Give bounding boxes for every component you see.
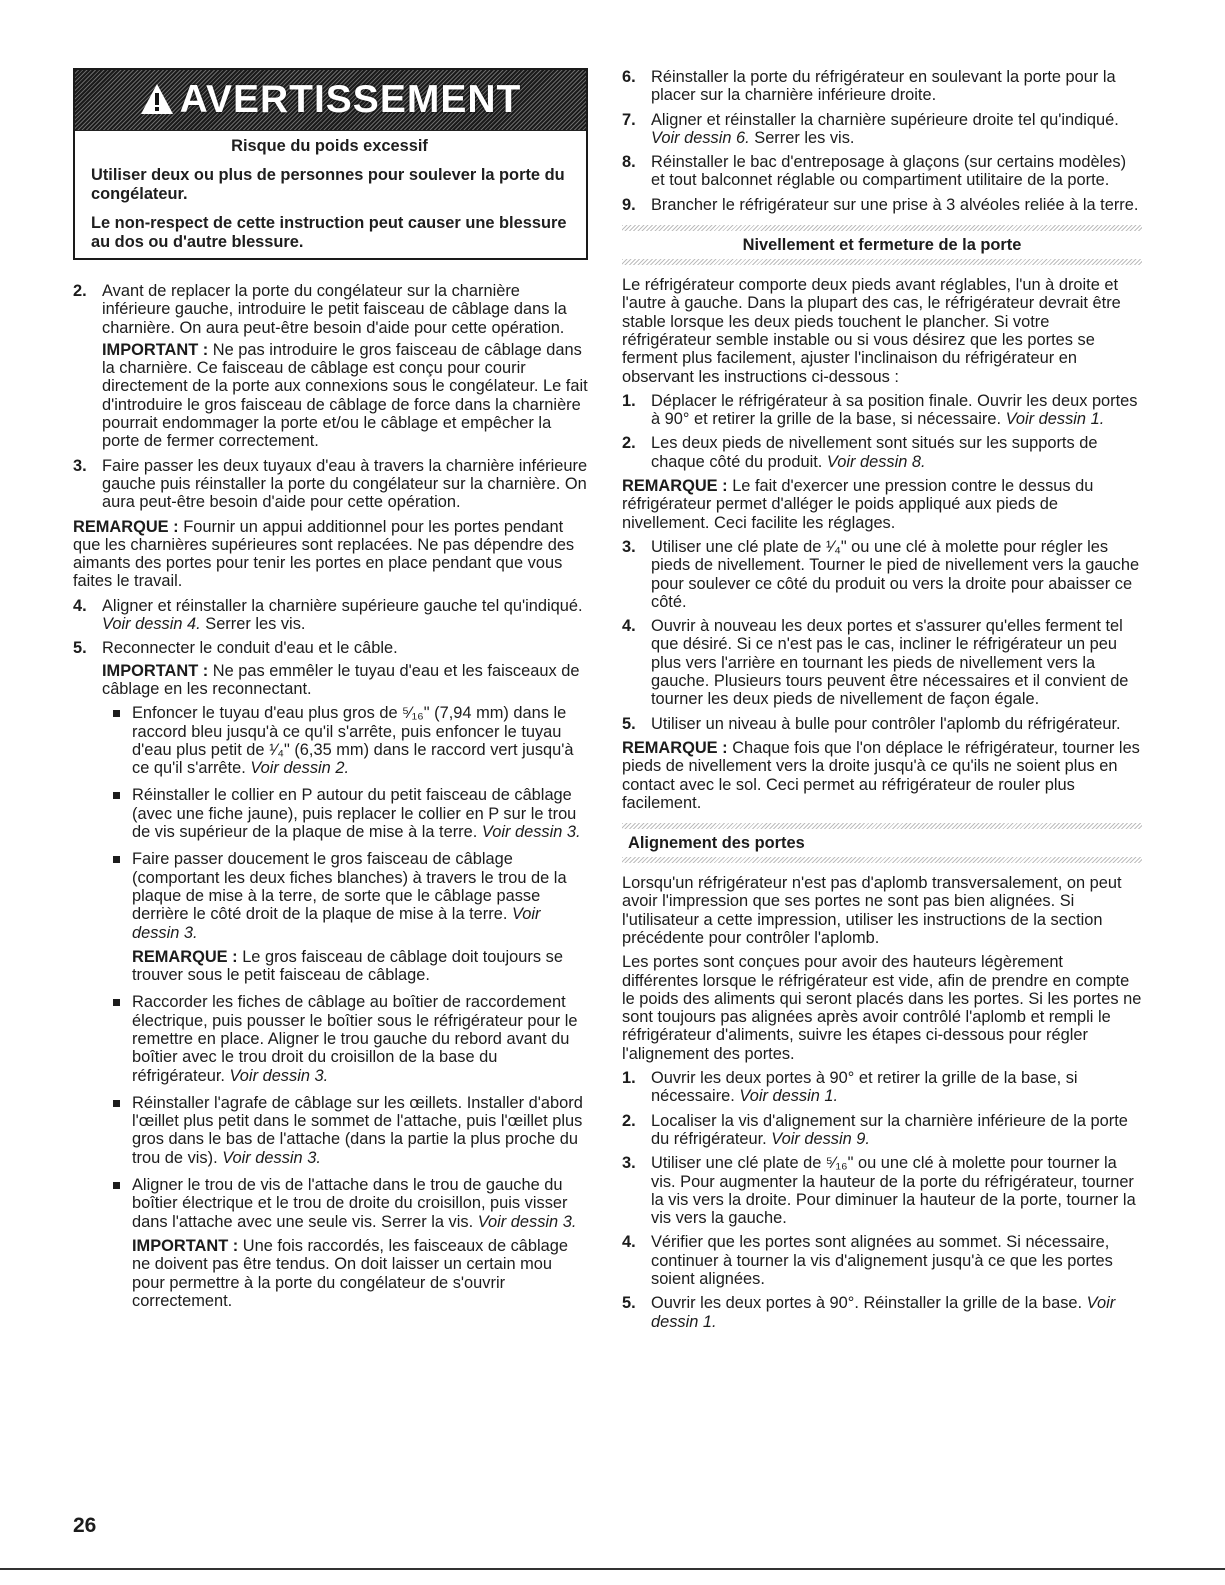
left-column (73, 282, 588, 1319)
bullet-text (132, 704, 588, 777)
step-text: Vérifier que les portes sont alignées au sommet. Si nécessaire, continuer à tourner la vis d'alignement jusqu'à ce que les portes soient alignées. (651, 1233, 1113, 1289)
section-paragraph: Lorsqu'un réfrigérateur n'est pas d'aplomb transversalement, on peut avoir l'impression que ses portes ne sont pas bien alignées. Si l'utilisateur a cette impression, utiliser les instructions de la section précédente pour contrôler l'aplomb. (622, 874, 1122, 947)
bullet-square-icon (113, 1182, 120, 1189)
step-6 (622, 68, 1142, 105)
step-4 (73, 597, 588, 634)
remarque-note (73, 518, 588, 591)
leveling-step-4 (622, 617, 1142, 708)
remarque-label: REMARQUE : (73, 517, 179, 536)
important-text: Une fois raccordés, les faisceaux de câblage ne doivent pas être tendus. On doit laisser un certain mou pour permettre à la porte du congélateur de s'ouvrir correctement. (132, 1236, 569, 1310)
step-number: 5. (622, 1294, 636, 1313)
drawing-reference: Voir dessin 1. (1005, 410, 1105, 429)
step-7 (622, 111, 1142, 148)
step-text: Réinstaller la porte du réfrigérateur en soulevant la porte pour la placer sur la charnière inférieure droite. (651, 68, 1116, 105)
step-3 (73, 457, 588, 512)
hatch-divider (622, 259, 1142, 265)
step-text (651, 434, 1142, 471)
hatch-divider (622, 225, 1142, 231)
bullet-body: Faire passer doucement le gros faisceau de câblage (comportant les deux fiches blanches) à travers le trou de la plaque de mise à la terre, de sorte que le câblage passe derrière le côté droit de la plaque de mise à la terre. (132, 850, 567, 924)
section-heading-leveling (622, 225, 1142, 265)
step-text: Faire passer les deux tuyaux d'eau à travers la charnière inférieure gauche puis réinstaller la porte du congélateur sur la charnière. On aura peut-être besoin d'aide pour cette opération. (102, 456, 588, 512)
step-7-tail: Serrer les vis. (749, 128, 855, 147)
bullet-square-icon (113, 792, 120, 799)
hatch-divider (622, 823, 1142, 829)
bullet-square-icon (113, 710, 120, 717)
leveling-step-2 (622, 434, 1142, 471)
step-body: Ouvrir les deux portes à 90° et retirer la grille de la base, si nécessaire. (651, 1069, 1078, 1106)
step-text (651, 392, 1142, 429)
step-body: Ouvrir les deux portes à 90°. Réinstaller la grille de la base. (651, 1294, 1087, 1313)
step-number: 1. (622, 1069, 636, 1088)
drawing-reference: Voir dessin 6. (651, 128, 750, 147)
remarque-text: Fournir un appui additionnel pour les portes pendant que les charnières supérieures sont replacées. Ne pas dépendre des aimants des portes pour tenir les portes en place pendant que vous faites le travail. (73, 517, 575, 591)
drawing-reference: Voir dessin 1. (651, 1294, 1116, 1331)
bullet-body: Réinstaller l'agrafe de câblage sur les œillets. Installer d'abord l'œillet plus petit dans le sommet de l'attache, puis l'œillet plus gros dans le bas de l'attache (dans la partie la plus proche du trou de vis). (132, 1093, 583, 1167)
step-body: Les deux pieds de nivellement sont situés sur les supports de chaque côté du produit. (651, 434, 1098, 471)
bullet-text (132, 1176, 588, 1231)
remarque-label: REMARQUE : (622, 477, 728, 496)
step-number: 9. (622, 195, 636, 214)
step-text: Ouvrir à nouveau les deux portes et s'assurer qu'elles ferment tel que désiré. Si ce n'est pas le cas, incliner le réfrigérateur un peu plus vers l'arrière en tournant les pieds de nivellement vers la gauche. Plusieurs tours peuvent être nécessaires et il convient de tourner les deux pieds de nivellement de façon égale. (651, 617, 1129, 709)
step-9 (622, 196, 1142, 214)
bullet-item (73, 1094, 588, 1167)
drawing-reference: Voir dessin 3. (222, 1148, 321, 1167)
warning-box (73, 68, 588, 260)
step-text (651, 1069, 1142, 1106)
step-text (651, 111, 1142, 148)
bullet-text (132, 786, 588, 841)
drawing-reference: Voir dessin 1. (739, 1087, 839, 1106)
step-text: Utiliser un niveau à bulle pour contrôler l'aplomb du réfrigérateur. (651, 714, 1121, 733)
step-number: 3. (622, 537, 636, 556)
drawing-reference: Voir dessin 9. (771, 1129, 870, 1148)
step-4-text: Aligner et réinstaller la charnière supérieure gauche tel qu'indiqué. (102, 596, 583, 615)
important-note (102, 662, 588, 699)
important-label: IMPORTANT : (102, 661, 209, 680)
step-number: 1. (622, 391, 636, 410)
drawing-reference: Voir dessin 8. (826, 452, 926, 471)
bullet-item (73, 704, 588, 777)
warning-body (75, 131, 586, 253)
leveling-step-1 (622, 392, 1142, 429)
step-text (102, 597, 588, 634)
bullet-body: Aligner le trou de vis de l'attache dans le trou de gauche du boîtier électrique et le trou de droite du croisillon, puis visser dans l'attache avec une seule vis. Serrer la vis. (132, 1176, 568, 1231)
bullet-body: Réinstaller le collier en P autour du petit faisceau de câblage (avec une fiche jaune), puis replacer le collier en P sur le trou de vis supérieur de la plaque de mise à la terre. (132, 786, 577, 842)
leveling-step-3 (622, 538, 1142, 611)
section-intro: Le réfrigérateur comporte deux pieds avant réglables, l'un à droite et l'autre à gauche. Dans la plupart des cas, le réfrigérateur devrait être stable lorsque les deux pieds touchent le plancher. Si votre réfrigérateur semble instable ou si vous désirez que les portes se ferment plus facilement, ajuster l'inclinaison du réfrigérateur en observant les instructions ci-dessous : (622, 276, 1121, 386)
warning-line-1: Utiliser deux ou plus de personnes pour soulever la porte du congélateur. (91, 165, 565, 203)
warning-line-2: Le non-respect de cette instruction peut causer une blessure au dos ou d'autre blessure. (91, 213, 567, 251)
step-number: 2. (73, 282, 87, 300)
alignment-step-1 (622, 1069, 1142, 1106)
step-text: Réinstaller le bac d'entreposage à glaçons (sur certains modèles) et tout balconnet réglable ou compartiment utilitaire de la porte. (651, 153, 1127, 190)
drawing-reference: Voir dessin 3. (477, 1212, 577, 1231)
step-number: 2. (622, 434, 636, 453)
step-7-text: Aligner et réinstaller la charnière supérieure droite tel qu'indiqué. (651, 110, 1119, 129)
section-title: Alignement des portes (628, 834, 805, 853)
step-number: 4. (622, 1233, 636, 1252)
step-number: 2. (622, 1111, 636, 1130)
alignment-step-2 (622, 1112, 1142, 1149)
important-text: Ne pas introduire le gros faisceau de câblage dans la charnière. Ce faisceau de câblage est conçu pour courir directement de la porte aux connexions sous le congélateur. Le fait d'introduire le gros faisceau de câblage de force dans la charnière pourrait endommager la porte et/ou le câblage et empêcher la porte de fermer correctement. (102, 340, 588, 451)
step-number: 3. (73, 456, 87, 475)
bullet-text (132, 1094, 588, 1167)
step-4-tail: Serrer les vis. (200, 615, 306, 634)
remarque-note (622, 477, 1142, 532)
bullet-note (132, 948, 588, 985)
warning-triangle-icon (140, 83, 174, 115)
remarque-label: REMARQUE : (132, 947, 238, 966)
step-number: 5. (73, 639, 87, 658)
step-2 (73, 282, 588, 451)
step-number: 4. (73, 596, 87, 615)
important-label: IMPORTANT : (132, 1236, 239, 1255)
bullet-square-icon (113, 999, 120, 1006)
bullet-item (73, 786, 588, 841)
bullet-body: Enfoncer le tuyau d'eau plus gros de ⁵⁄₁₆" (7,94 mm) dans le raccord bleu jusqu'à ce qu'il s'arrête, puis enfoncer le tuyau d'eau plus petit de ¹⁄₄" (6,35 mm) dans le raccord vert jusqu'à ce qu'il s'arrête. (132, 704, 574, 778)
bullet-item (73, 1176, 588, 1310)
step-text (651, 1294, 1142, 1331)
remarque-text: Le gros faisceau de câblage doit toujours se trouver sous le petit faisceau de câblage. (132, 947, 563, 985)
step-text (651, 1112, 1142, 1149)
step-text: Avant de replacer la porte du congélateur sur la charnière inférieure gauche, introduire le petit faisceau de câblage dans la charnière. On aura peut-être besoin d'aide pour cette opération. (102, 282, 567, 337)
bullet-text (132, 850, 588, 941)
section-heading-alignment (622, 823, 1142, 863)
remarque-text: Chaque fois que l'on déplace le réfrigérateur, tourner les pieds de nivellement vers la droite jusqu'à ce qu'ils ne soient plus en contact avec le sol. Ceci permet au réfrigérateur de rouler plus facilement. (622, 738, 1140, 812)
leveling-step-5 (622, 715, 1142, 733)
bullet-item (73, 993, 588, 1084)
drawing-reference: Voir dessin 3. (229, 1066, 329, 1085)
step-number: 7. (622, 110, 636, 129)
step-text: Reconnecter le conduit d'eau et le câble. (102, 639, 398, 658)
section-paragraph: Les portes sont conçues pour avoir des hauteurs légèrement différentes lorsque le réfrigérateur est vide, afin de prendre en compte le poids des aliments qui seront placés dans les portes. Si les portes ne sont toujours pas alignées après avoir contrôlé l'aplomb et rempli le réfrigérateur d'aliments, suivre les étapes ci-dessous pour régler l'alignement des portes. (622, 953, 1142, 1063)
important-note (102, 341, 588, 451)
bullet-square-icon (113, 1100, 120, 1107)
important-label: IMPORTANT : (102, 340, 209, 359)
remarque-label: REMARQUE : (622, 738, 728, 757)
warning-title-row (75, 78, 586, 122)
bottom-rule (0, 1568, 1225, 1570)
warning-header (75, 70, 586, 131)
step-body: Déplacer le réfrigérateur à sa position finale. Ouvrir les deux portes à 90° et retirer la grille de la base, si nécessaire. (651, 391, 1138, 429)
section-title: Nivellement et fermeture de la porte (742, 236, 1022, 255)
step-body: Localiser la vis d'alignement sur la charnière inférieure de la porte du réfrigérateur. (651, 1111, 1128, 1148)
remarque-text: Le fait d'exercer une pression contre le dessus du réfrigérateur permet d'alléger le poids appliqué aux pieds de nivellement. Ceci facilite les réglages. (622, 477, 1094, 532)
drawing-reference: Voir dessin 3. (481, 823, 581, 842)
alignment-step-5 (622, 1294, 1142, 1331)
step-8 (622, 153, 1142, 190)
step-text: Utiliser une clé plate de ¹⁄₄" ou une clé à molette pour régler les pieds de nivellement. Tourner le pied de nivellement vers la gauche pour soulever ce côté du produit ou vers la droite pour abaisser ce côté. (651, 537, 1140, 611)
alignment-step-4 (622, 1233, 1142, 1288)
bullet-note (132, 1237, 588, 1310)
bullet-body: Raccorder les fiches de câblage au boîtier de raccordement électrique, puis pousser le boîtier sous le réfrigérateur pour le remettre en place. Aligner le trou gauche du rebord avant du boîtier avec le trou droit du croisillon de la base du réfrigérateur. (132, 993, 578, 1085)
page-number: 26 (73, 1514, 97, 1537)
step-text: Brancher le réfrigérateur sur une prise à 3 alvéoles reliée à la terre. (651, 195, 1139, 214)
warning-subtitle: Risque du poids excessif (231, 137, 428, 155)
remarque-note (622, 739, 1142, 812)
bullet-square-icon (113, 856, 120, 863)
drawing-reference: Voir dessin 4. (102, 615, 201, 634)
important-text: Ne pas emmêler le tuyau d'eau et les faisceaux de câblage en les reconnectant. (102, 661, 580, 698)
step-number: 6. (622, 68, 636, 86)
bullet-text (132, 993, 588, 1084)
step-text: Utiliser une clé plate de ⁵⁄₁₆" ou une clé à molette pour tourner la vis. Pour augmenter la hauteur de la porte du réfrigérateur, tourner la vis vers la droite. Pour diminuer la hauteur de la porte, tourner la vis vers la gauche. (651, 1154, 1136, 1228)
drawing-reference: Voir dessin 3. (132, 905, 541, 942)
hatch-divider (622, 857, 1142, 863)
step-number: 3. (622, 1154, 636, 1173)
bullet-item (73, 850, 588, 984)
warning-title: AVERTISSEMENT (179, 78, 522, 121)
step-number: 8. (622, 153, 636, 172)
step-number: 5. (622, 714, 636, 733)
alignment-step-3 (622, 1154, 1142, 1227)
drawing-reference: Voir dessin 2. (250, 759, 350, 778)
step-5 (73, 639, 588, 1310)
right-column (622, 68, 1142, 1337)
step-number: 4. (622, 617, 636, 636)
